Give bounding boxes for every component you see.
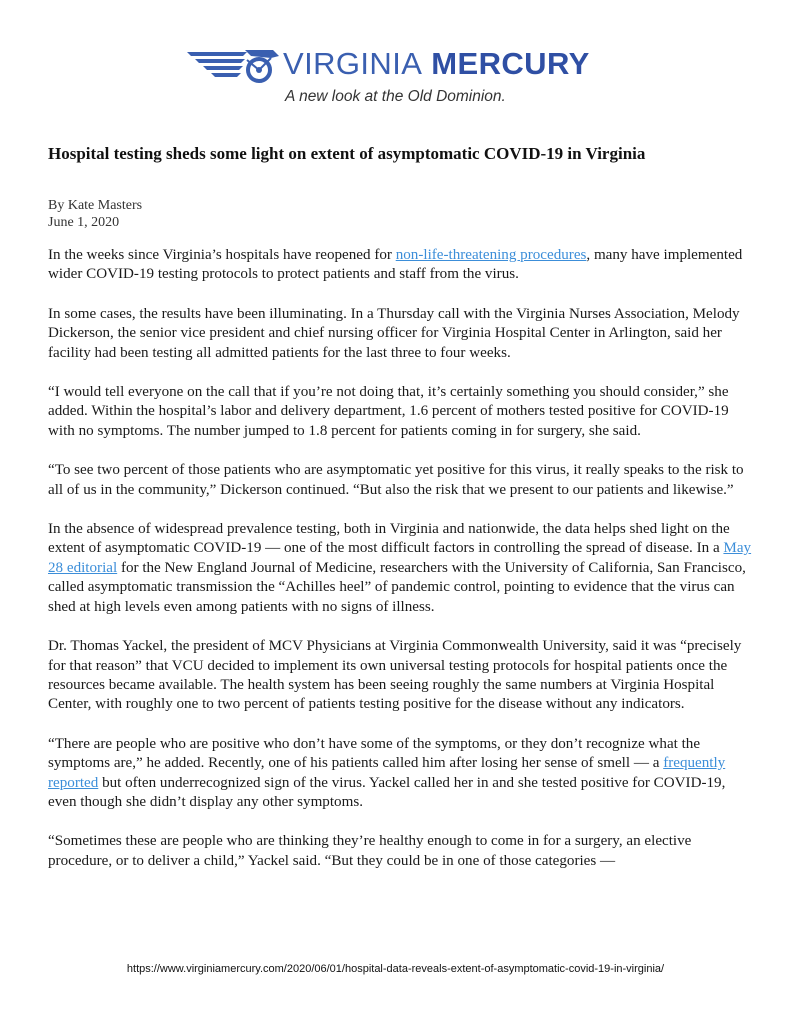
author-byline: By Kate Masters [48,198,143,213]
paragraph-5 [48,520,756,617]
paragraph-1-text-before: In the weeks since Virginia’s hospitals have reopened for [48,247,396,263]
link-may-28-editorial[interactable]: May 28 editorial [48,540,752,576]
article-body [48,246,756,871]
paragraph-8: “Sometimes these are people who are thinking they’re healthy enough to come in for a surgery, an elective procedure, or to deliver a child,” Yackel said. “But they could be in one of those categories — [48,833,692,869]
winged-wheel-logo-icon [185,44,281,84]
paragraph-7 [48,735,756,813]
footer-url: https://www.virginiamercury.com/2020/06/01/hospital-data-reveals-extent-of-asymptomatic-covid-19-in-virginia/ [126,963,665,975]
tagline: A new look at the Old Dominion. [285,88,506,105]
link-non-life-threatening-procedures[interactable]: non-life-threatening procedures [395,247,587,263]
article-title: Hospital testing sheds some light on extent of asymptomatic COVID-19 in Virginia [48,144,646,163]
brand-name-part2: MERCURY [431,46,590,81]
paragraph-6: Dr. Thomas Yackel, the president of MCV Physicians at Virginia Commonwealth University, said it was “precisely for that reason” that VCU decided to implement its own universal testing protocols for hospital patients once the resources became available. The health system has been seeing roughly the same numbers at Virginia Hospital Center, with roughly one to two percent of patients testing positive for the disease without any indicators. [48,638,742,713]
paragraph-1-text-after: , many have implemented wider COVID-19 testing protocols to protect patients and staff from the virus. [48,247,743,283]
byline-block [48,197,142,231]
paragraph-7-text-before: “There are people who are positive who don’t have some of the symptoms, or they don’t recognize what the symptoms are,” he added. Recently, one of his patients called him after losing her sense of smell — a [48,735,701,772]
paragraph-7-text-after: but often underrecognized sign of the virus. Yackel called her in and she tested positive for COVID-19, even though she didn’t display any other symptoms. [48,774,726,810]
link-frequently-reported[interactable]: frequently reported [48,755,726,791]
paragraph-2: In some cases, the results have been illuminating. In a Thursday call with the Virginia Nurses Association, Melody Dickerson, the senior vice president and chief nursing officer for Virginia Hospital Center in Arlington, said her facility had been testing all admitted patients for the last three to four weeks. [48,305,740,361]
masthead [185,44,605,110]
paragraph-3: “I would tell everyone on the call that if you’re not doing that, it’s certainly something you should consider,” she added. Within the hospital’s labor and delivery department, 1.6 percent of mothers tested positive for COVID-19 with no symptoms. The number jumped to 1.8 percent for patients coming in for surgery, she said. [48,384,729,439]
paragraph-5-text-before: In the absence of widespread prevalence testing, both in Virginia and nationwide, the data helps shed light on the extent of asymptomatic COVID-19 — one of the most difficult factors in controlling the spread of disease. In a [48,521,730,557]
paragraph-4: “To see two percent of those patients who are asymptomatic yet positive for this virus, it really speaks to the risk to all of us in the community,” Dickerson continued. “But also the risk that we present to our patients and likewise.” [48,462,744,498]
paragraph-5-text-after: for the New England Journal of Medicine, researchers with the University of California, San Francisco, called asymptomatic transmission the “Achilles heel” of pandemic control, pointing to evidence that the virus can shed at high levels even among patients with no signs of illness. [48,559,746,615]
paragraph-1 [48,246,756,285]
brand-name-part1: VIRGINIA [283,46,423,81]
publish-date: June 1, 2020 [48,215,120,230]
brand-name [283,46,590,82]
